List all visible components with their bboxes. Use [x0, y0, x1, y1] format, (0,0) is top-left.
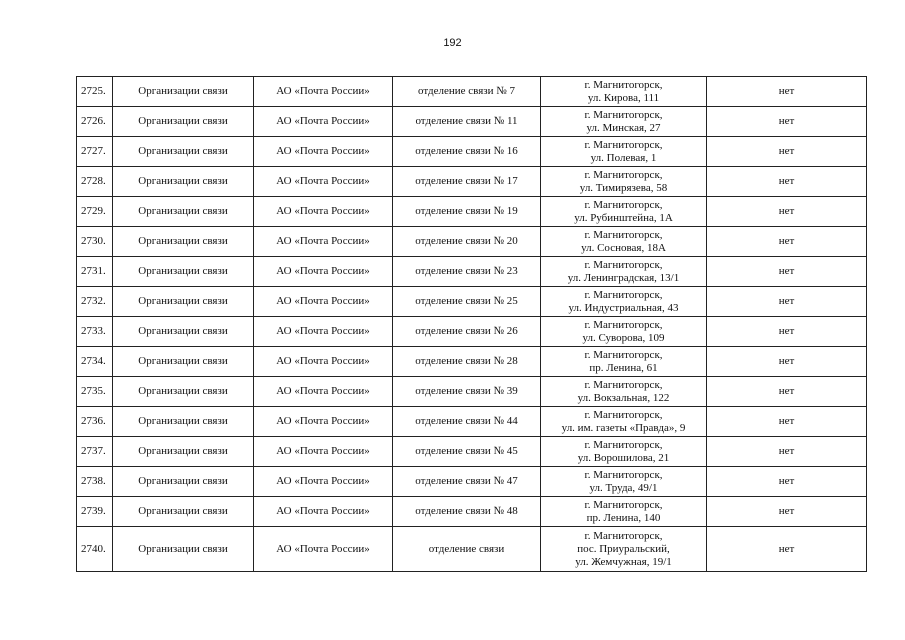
address-line: ул. Ворошилова, 21: [577, 451, 670, 464]
table-row: [77, 467, 867, 497]
flag-cell: нет: [707, 347, 867, 377]
category-cell: Организации связи: [113, 257, 254, 287]
organization-cell: АО «Почта России»: [254, 317, 393, 347]
address-line: ул. Вокзальная, 122: [577, 391, 670, 404]
category-cell: Организации связи: [113, 167, 254, 197]
address-cell: [541, 497, 707, 527]
object-cell: отделение связи № 16: [393, 137, 541, 167]
flag-cell: нет: [707, 137, 867, 167]
table-row: [77, 497, 867, 527]
table-row: [77, 407, 867, 437]
address-line: ул. Сосновая, 18А: [581, 241, 666, 254]
object-cell: отделение связи: [393, 527, 541, 572]
object-cell: отделение связи № 17: [393, 167, 541, 197]
category-cell: Организации связи: [113, 377, 254, 407]
object-cell: отделение связи № 48: [393, 497, 541, 527]
category-cell: Организации связи: [113, 497, 254, 527]
organization-cell: АО «Почта России»: [254, 497, 393, 527]
row-number-cell: 2727.: [77, 137, 113, 167]
category-cell: Организации связи: [113, 317, 254, 347]
address-cell: [541, 527, 707, 572]
table-body: [77, 77, 867, 572]
address-cell: [541, 197, 707, 227]
object-cell: отделение связи № 28: [393, 347, 541, 377]
organization-cell: АО «Почта России»: [254, 527, 393, 572]
flag-cell: нет: [707, 437, 867, 467]
object-cell: отделение связи № 26: [393, 317, 541, 347]
object-cell: отделение связи № 47: [393, 467, 541, 497]
flag-cell: нет: [707, 467, 867, 497]
row-number-cell: 2730.: [77, 227, 113, 257]
organization-cell: АО «Почта России»: [254, 257, 393, 287]
object-cell: отделение связи № 23: [393, 257, 541, 287]
organization-cell: АО «Почта России»: [254, 407, 393, 437]
address-line: г. Магнитогорск,: [584, 198, 663, 211]
organization-cell: АО «Почта России»: [254, 347, 393, 377]
category-cell: Организации связи: [113, 527, 254, 572]
category-cell: Организации связи: [113, 287, 254, 317]
organization-cell: АО «Почта России»: [254, 197, 393, 227]
address-line: ул. Индустриальная, 43: [568, 301, 679, 314]
row-number-cell: 2740.: [77, 527, 113, 572]
address-line: г. Магнитогорск,: [584, 348, 663, 361]
table-row: [77, 347, 867, 377]
row-number-cell: 2728.: [77, 167, 113, 197]
category-cell: Организации связи: [113, 107, 254, 137]
category-cell: Организации связи: [113, 137, 254, 167]
address-cell: [541, 137, 707, 167]
address-line: ул. Тимирязева, 58: [579, 181, 668, 194]
table-row: [77, 527, 867, 572]
table-row: [77, 137, 867, 167]
organization-cell: АО «Почта России»: [254, 77, 393, 107]
table-row: [77, 437, 867, 467]
object-cell: отделение связи № 20: [393, 227, 541, 257]
address-line: г. Магнитогорск,: [584, 498, 663, 511]
object-cell: отделение связи № 44: [393, 407, 541, 437]
organization-cell: АО «Почта России»: [254, 467, 393, 497]
address-line: г. Магнитогорск,: [584, 168, 663, 181]
address-line: г. Магнитогорск,: [584, 228, 663, 241]
table-row: [77, 167, 867, 197]
address-line: ул. Кирова, 111: [587, 91, 660, 104]
address-line: г. Магнитогорск,: [584, 318, 663, 331]
address-line: г. Магнитогорск,: [584, 529, 663, 542]
table-row: [77, 197, 867, 227]
address-line: ул. им. газеты «Правда», 9: [561, 421, 686, 434]
object-cell: отделение связи № 7: [393, 77, 541, 107]
organization-cell: АО «Почта России»: [254, 137, 393, 167]
address-line: пр. Ленина, 61: [589, 361, 658, 374]
category-cell: Организации связи: [113, 347, 254, 377]
registry-table: [76, 76, 867, 572]
table-row: [77, 227, 867, 257]
flag-cell: нет: [707, 527, 867, 572]
flag-cell: нет: [707, 77, 867, 107]
address-cell: [541, 437, 707, 467]
flag-cell: нет: [707, 257, 867, 287]
address-line: ул. Жемчужная, 19/1: [575, 555, 672, 568]
address-cell: [541, 167, 707, 197]
address-line: г. Магнитогорск,: [584, 408, 663, 421]
address-line: г. Магнитогорск,: [584, 78, 663, 91]
page-number: 192: [443, 37, 462, 49]
object-cell: отделение связи № 45: [393, 437, 541, 467]
address-line: г. Магнитогорск,: [584, 258, 663, 271]
address-line: ул. Минская, 27: [586, 121, 661, 134]
address-cell: [541, 347, 707, 377]
table-row: [77, 317, 867, 347]
address-cell: [541, 227, 707, 257]
address-cell: [541, 257, 707, 287]
address-line: ул. Полевая, 1: [590, 151, 657, 164]
address-line: ул. Рубинштейна, 1А: [574, 211, 673, 224]
table-row: [77, 287, 867, 317]
row-number-cell: 2733.: [77, 317, 113, 347]
row-number-cell: 2732.: [77, 287, 113, 317]
address-line: ул. Ленинградская, 13/1: [567, 271, 680, 284]
address-cell: [541, 467, 707, 497]
address-cell: [541, 287, 707, 317]
address-line: ул. Суворова, 109: [582, 331, 665, 344]
flag-cell: нет: [707, 317, 867, 347]
address-line: ул. Труда, 49/1: [589, 481, 658, 494]
object-cell: отделение связи № 11: [393, 107, 541, 137]
category-cell: Организации связи: [113, 77, 254, 107]
category-cell: Организации связи: [113, 467, 254, 497]
flag-cell: нет: [707, 107, 867, 137]
table-row: [77, 107, 867, 137]
address-line: пос. Приуральский,: [577, 542, 670, 555]
address-cell: [541, 317, 707, 347]
row-number-cell: 2738.: [77, 467, 113, 497]
organization-cell: АО «Почта России»: [254, 437, 393, 467]
category-cell: Организации связи: [113, 227, 254, 257]
address-line: г. Магнитогорск,: [584, 378, 663, 391]
flag-cell: нет: [707, 167, 867, 197]
row-number-cell: 2734.: [77, 347, 113, 377]
flag-cell: нет: [707, 497, 867, 527]
organization-cell: АО «Почта России»: [254, 377, 393, 407]
table-row: [77, 257, 867, 287]
row-number-cell: 2725.: [77, 77, 113, 107]
row-number-cell: 2739.: [77, 497, 113, 527]
table-row: [77, 77, 867, 107]
flag-cell: нет: [707, 197, 867, 227]
organization-cell: АО «Почта России»: [254, 287, 393, 317]
address-line: г. Магнитогорск,: [584, 288, 663, 301]
address-cell: [541, 407, 707, 437]
address-cell: [541, 377, 707, 407]
object-cell: отделение связи № 39: [393, 377, 541, 407]
address-line: г. Магнитогорск,: [584, 138, 663, 151]
address-cell: [541, 107, 707, 137]
flag-cell: нет: [707, 227, 867, 257]
address-line: пр. Ленина, 140: [586, 511, 661, 524]
organization-cell: АО «Почта России»: [254, 107, 393, 137]
flag-cell: нет: [707, 407, 867, 437]
row-number-cell: 2736.: [77, 407, 113, 437]
organization-cell: АО «Почта России»: [254, 227, 393, 257]
object-cell: отделение связи № 19: [393, 197, 541, 227]
address-cell: [541, 77, 707, 107]
table-row: [77, 377, 867, 407]
row-number-cell: 2729.: [77, 197, 113, 227]
flag-cell: нет: [707, 287, 867, 317]
category-cell: Организации связи: [113, 437, 254, 467]
category-cell: Организации связи: [113, 197, 254, 227]
address-line: г. Магнитогорск,: [584, 468, 663, 481]
row-number-cell: 2731.: [77, 257, 113, 287]
object-cell: отделение связи № 25: [393, 287, 541, 317]
row-number-cell: 2726.: [77, 107, 113, 137]
row-number-cell: 2737.: [77, 437, 113, 467]
address-line: г. Магнитогорск,: [584, 108, 663, 121]
row-number-cell: 2735.: [77, 377, 113, 407]
flag-cell: нет: [707, 377, 867, 407]
organization-cell: АО «Почта России»: [254, 167, 393, 197]
category-cell: Организации связи: [113, 407, 254, 437]
address-line: г. Магнитогорск,: [584, 438, 663, 451]
